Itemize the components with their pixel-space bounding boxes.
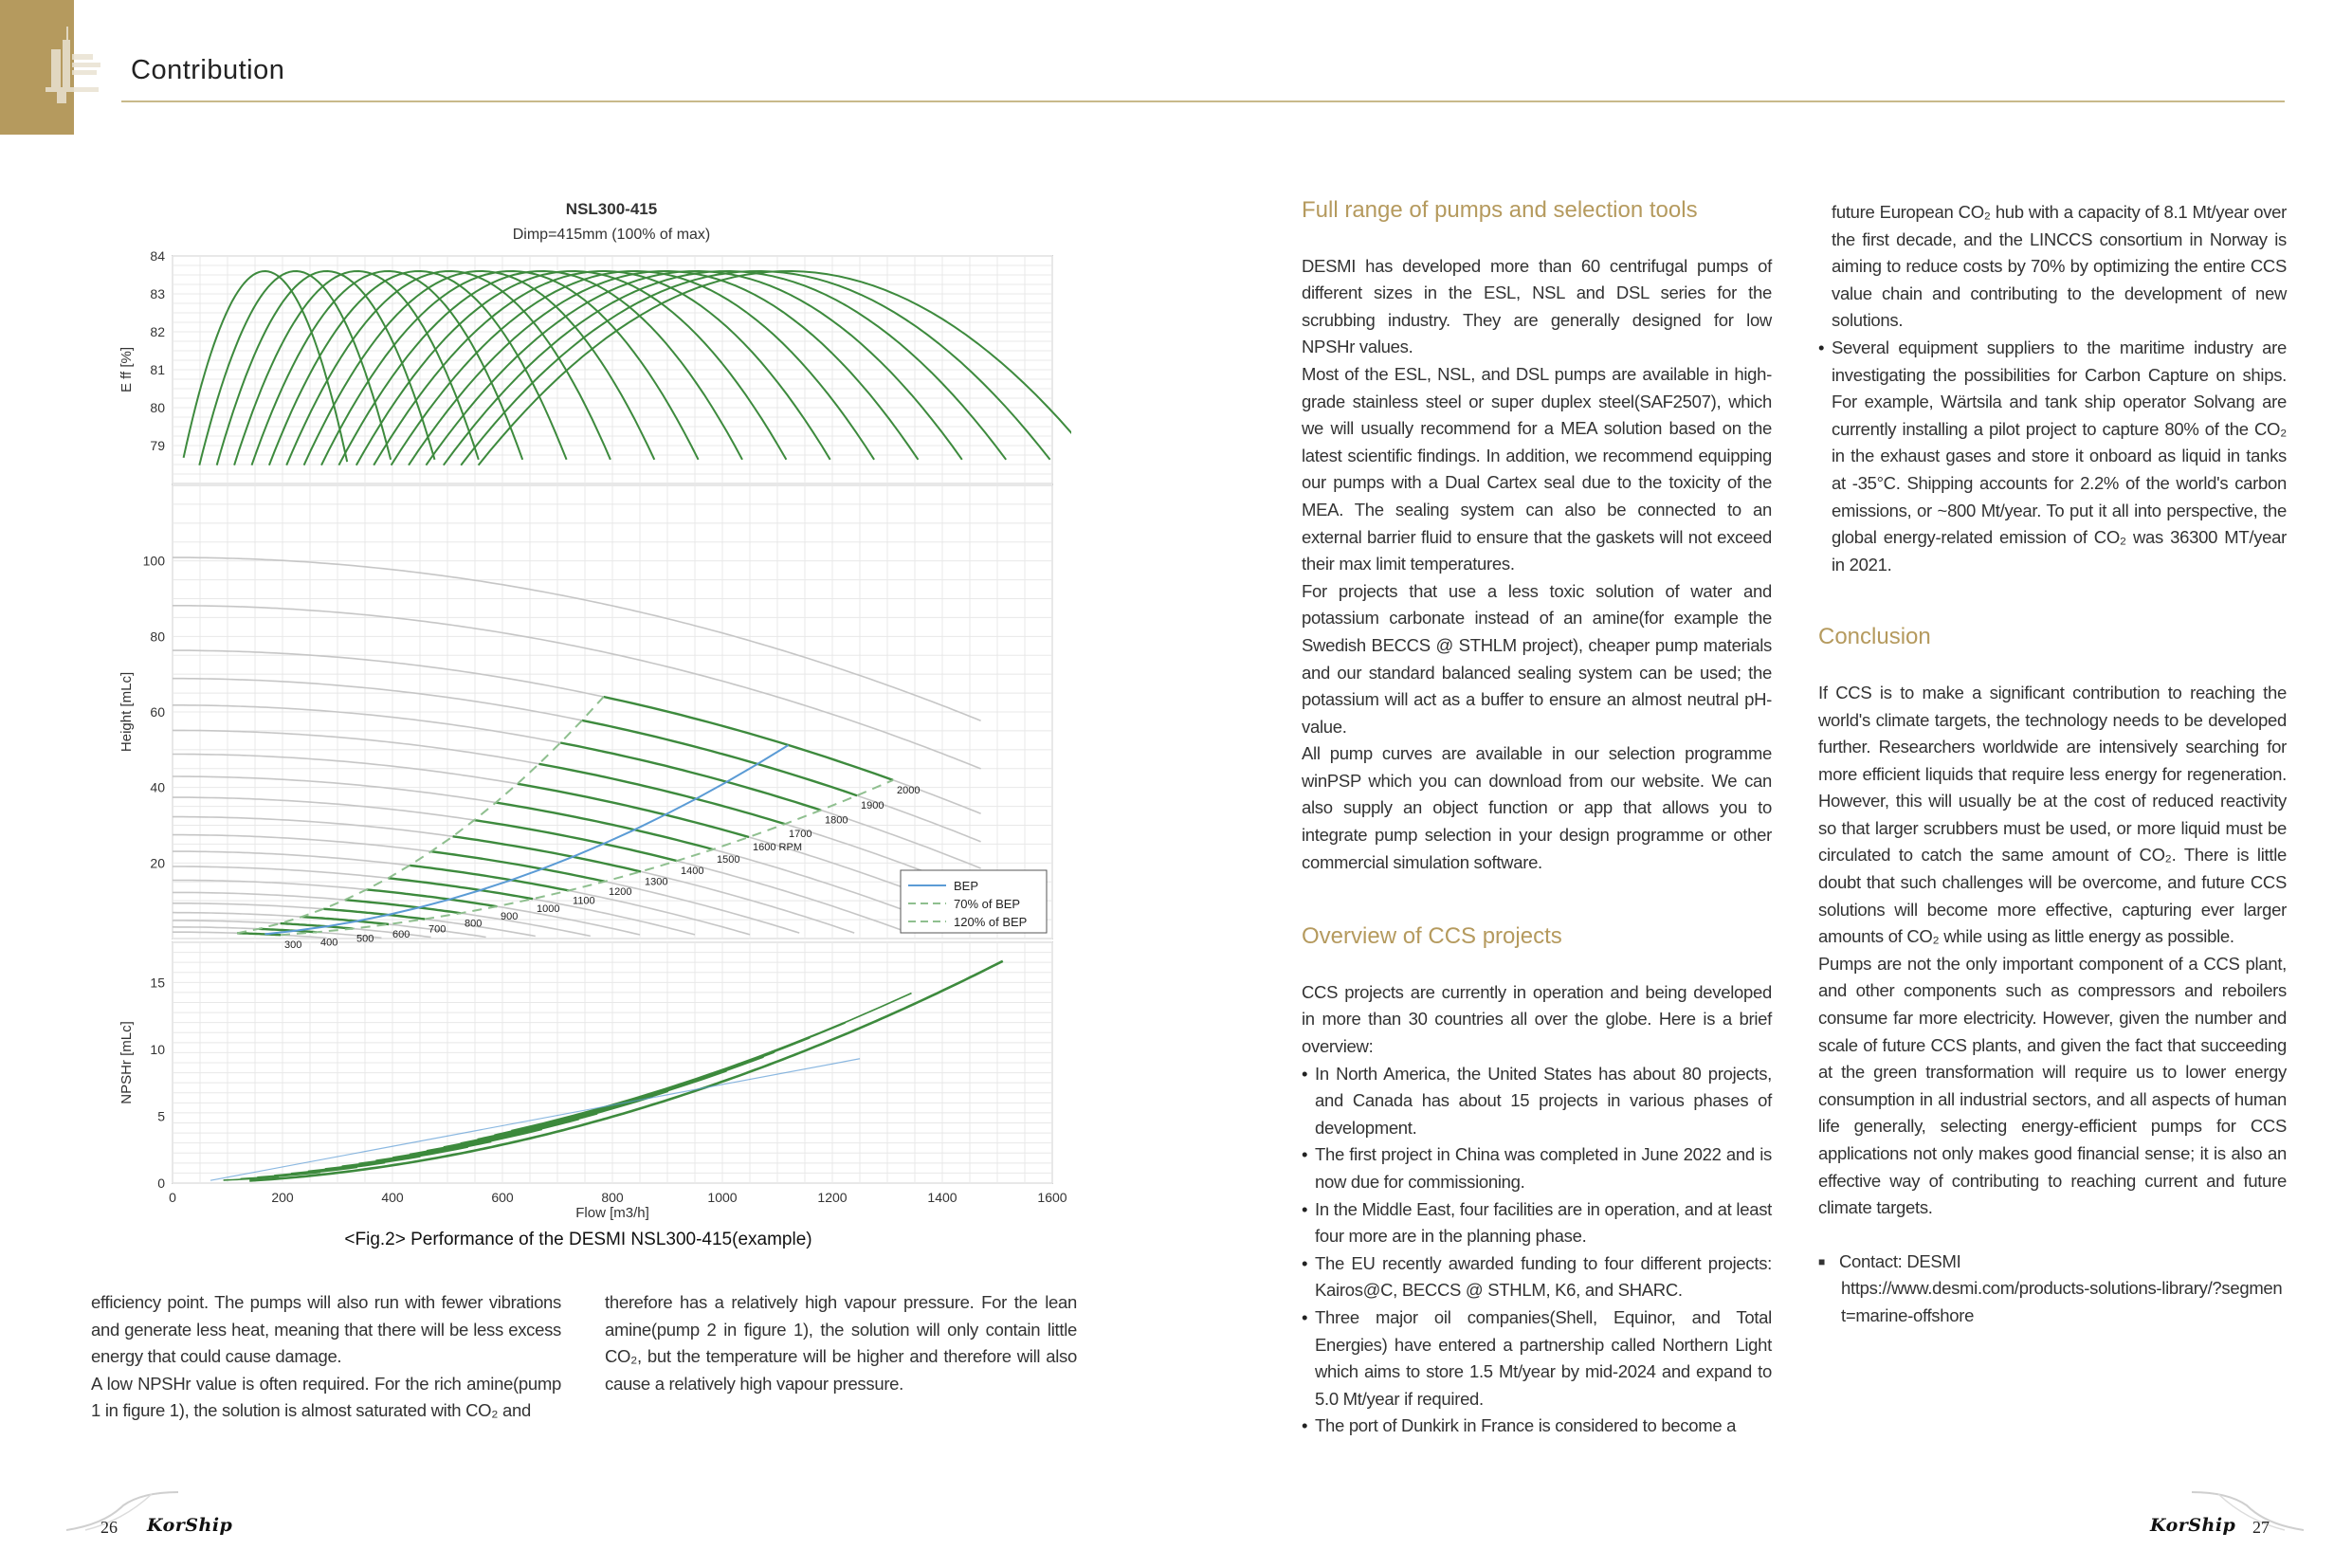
page-number-right: 27	[2252, 1518, 2270, 1537]
speed-label: 1000	[537, 903, 560, 916]
x-tick-label: 0	[169, 1190, 176, 1205]
y-tick-label: 100	[142, 553, 165, 569]
y-tick-label: 10	[150, 1041, 165, 1057]
speed-label: 700	[428, 923, 447, 936]
speed-label: 1100	[573, 895, 595, 907]
y-tick-label: 40	[150, 779, 165, 795]
speed-label: 1800	[825, 814, 848, 827]
legend-entry: 70% of BEP	[954, 897, 1021, 911]
right-column-1	[1302, 197, 1772, 1440]
speed-label: 1400	[681, 866, 704, 878]
y-tick-label: 80	[150, 400, 165, 415]
paragraph: If CCS is to make a significant contribution to reaching the world's climate targets, the technology needs to be developed further. Researchers worldwide are intensively searching for more efficient liquids that require less energy for regeneration. However, this will usually be at the cost of reduced reactivity so that larger scrubbers must be used, or more liquid must be circulated to catch the same amount of CO₂. There is little doubt that such challenges will be overcome, and future CCS solutions will become more effective, capturing ever larger amounts of CO₂ while using as little energy as possible.	[1818, 682, 2287, 947]
legend-entry: BEP	[954, 879, 979, 893]
section-title: Contribution	[131, 55, 285, 85]
korship-logo-left: KorShip	[147, 1515, 233, 1536]
heading-ccs-overview: Overview of CCS projects	[1302, 923, 1562, 950]
x-tick-label: 1400	[927, 1190, 957, 1205]
y-tick-label: 81	[150, 362, 165, 377]
paragraph: efficiency point. The pumps will also run with fewer vibrations and generate less heat, meaning that there will be less excess energy that could cause damage.	[91, 1292, 561, 1367]
corner-tab	[0, 0, 74, 135]
speed-label: 2000	[897, 784, 921, 796]
y-axis-label: Height [mLc]	[119, 671, 135, 753]
contact-label: ■ Contact: DESMI	[1818, 1249, 2287, 1276]
y-tick-label: 83	[150, 286, 165, 301]
speed-label: 900	[501, 911, 519, 923]
speed-label: 600	[392, 928, 410, 940]
paragraph: CCS projects are currently in operation and being developed in more than 30 countries all over the globe. Here is a brief overview:	[1302, 981, 1772, 1057]
paragraph: All pump curves are available in our selection programme winPSP which you can download from our website. We can also supply an object function or app that allows you to integrate pump selection in your design programme or other commercial simulation software.	[1302, 743, 1772, 872]
x-tick-label: 400	[381, 1190, 404, 1205]
y-tick-label: 84	[150, 248, 165, 264]
list-item: • The port of Dunkirk in France is considered to become a	[1302, 1413, 1772, 1440]
speed-label: 1200	[609, 885, 632, 898]
chart-subtitle: Dimp=415mm (100% of max)	[512, 227, 711, 243]
y-axis-label: NPSHr [mLc]	[119, 1021, 135, 1104]
paragraph: For projects that use a less toxic solution of water and potassium carbonate instead of an amine(for example the Swedish BECCS @ STHLM project), cheaper pump materials and our standard balanced sealing system can be used; the potassium will act as a buffer to ensure an almost neutral pH-value.	[1302, 580, 1772, 737]
x-tick-label: 200	[271, 1190, 294, 1205]
paragraph: Pumps are not the only important component of a CCS plant, and other components such as compressors and reboilers consume far more electricity. However, given the number and scale of future CCS plants, and given the fact that succeeding at the green transformation will require us to lower energy consumption in all industrial sectors, and all aspects of human life generally, selecting energy-efficient pumps for CCS applications not only makes good financial sense; it is also an effective way of contributing to reaching current and future climate targets.	[1818, 953, 2287, 1218]
left-column-2	[605, 1289, 1077, 1397]
paragraph: Most of the ESL, NSL, and DSL pumps are available in high-grade stainless steel or super duplex steel(SAF2507), which we will usually recommend for a MEA solution based on the latest scientific findings. In addition, we recommend equipping our pumps with a Dual Cartex seal due to the toxicity of the MEA. The sealing system can also be connected to an external barrier fluid to ensure that the gaskets will not exceed their max limit temperatures.	[1302, 363, 1772, 574]
x-tick-label: 1200	[817, 1190, 848, 1205]
figure-caption: <Fig.2> Performance of the DESMI NSL300-415(example)	[344, 1230, 812, 1249]
speed-label: 1900	[861, 800, 884, 812]
y-tick-label: 79	[150, 438, 165, 453]
contact-url[interactable]: https://www.desmi.com/products-solutions-library/?segment=marine-offshore	[1841, 1278, 2283, 1325]
y-tick-label: 80	[150, 629, 165, 645]
list-item: • In the Middle East, four facilities are in operation, and at least four more are in the planning phase.	[1302, 1196, 1772, 1250]
heading-conclusion: Conclusion	[1818, 624, 1931, 650]
y-tick-label: 20	[150, 855, 165, 871]
left-column-1	[91, 1289, 561, 1425]
page-number-left: 26	[100, 1518, 118, 1537]
x-tick-label: 600	[491, 1190, 514, 1205]
speed-label: 500	[356, 933, 374, 945]
crane-emblem-icon	[38, 21, 114, 106]
paragraph: therefore has a relatively high vapour pressure. For the lean amine(pump 2 in figure 1), the solution will only contain little CO₂, but the temperature will be higher and therefore will also cause a relatively high vapour pressure.	[605, 1292, 1077, 1394]
legend-entry: 120% of BEP	[954, 915, 1028, 929]
chart-title: NSL300-415	[565, 200, 658, 218]
heading-full-range: Full range of pumps and selection tools	[1302, 197, 1698, 223]
y-tick-label: 82	[150, 324, 165, 339]
x-axis-label: Flow [m3/h]	[575, 1205, 649, 1221]
speed-label: 400	[320, 937, 338, 949]
speed-label: 1500	[717, 853, 740, 866]
list-item: • Several equipment suppliers to the maritime industry are investigating the possibilities for Carbon Capture on ships. For example, Wärtsila and tank ship operator Solvang are currently installing a pilot project to capture 80% of the CO₂ in the exhaust gases and store it onboard as liquid in tanks at -35°C. Shipping accounts for 2.2% of the world's carbon emissions, or ~800 Mt/year. To put it all into perspective, the global energy-related emission of CO₂ was 36300 MT/year in 2021.	[1818, 335, 2287, 578]
header-rule	[121, 100, 2285, 102]
x-tick-label: 800	[601, 1190, 624, 1205]
paragraph: A low NPSHr value is often required. For the rich amine(pump 1 in figure 1), the solution is almost saturated with CO₂ and	[91, 1373, 561, 1421]
list-item: • The first project in China was completed in June 2022 and is now due for commissioning.	[1302, 1141, 1772, 1195]
x-tick-label: 1600	[1037, 1190, 1067, 1205]
speed-label: 300	[284, 939, 302, 952]
speed-label: 1600 RPM	[753, 842, 803, 854]
list-item: • The EU recently awarded funding to four different projects: Kairos@C, BECCS @ STHLM, K6, and SHARC.	[1302, 1250, 1772, 1304]
speed-label: 800	[465, 918, 483, 930]
y-tick-label: 0	[157, 1176, 165, 1191]
right-column-2	[1818, 199, 2287, 1330]
list-item: • In North America, the United States has about 80 projects, and Canada has about 15 projects in various phases of development.	[1302, 1061, 1772, 1142]
y-tick-label: 15	[150, 975, 165, 991]
speed-label: 1700	[789, 829, 812, 841]
y-tick-label: 5	[157, 1108, 165, 1124]
korship-logo-right: KorShip	[2150, 1515, 2236, 1536]
pump-performance-chart	[114, 190, 1071, 1223]
list-item: • Three major oil companies(Shell, Equinor, and Total Energies) have entered a partnership called Northern Light which aims to store 1.5 Mt/year by mid-2024 and expand to 5.0 Mt/year if required.	[1302, 1304, 1772, 1413]
y-axis-label: E ff [%]	[119, 346, 135, 393]
paragraph: DESMI has developed more than 60 centrifugal pumps of different sizes in the ESL, NSL and DSL series for the scrubbing industry. They are generally designed for low NPSHr values.	[1302, 255, 1772, 357]
y-tick-label: 60	[150, 704, 165, 720]
paragraph: future European CO₂ hub with a capacity of 8.1 Mt/year over the first decade, and the LINCCS consortium in Norway is aiming to reduce costs by 70% by optimizing the entire CCS value chain and contributing to the development of new solutions.	[1832, 202, 2287, 331]
x-tick-label: 1000	[707, 1190, 738, 1205]
speed-label: 1300	[645, 876, 668, 888]
